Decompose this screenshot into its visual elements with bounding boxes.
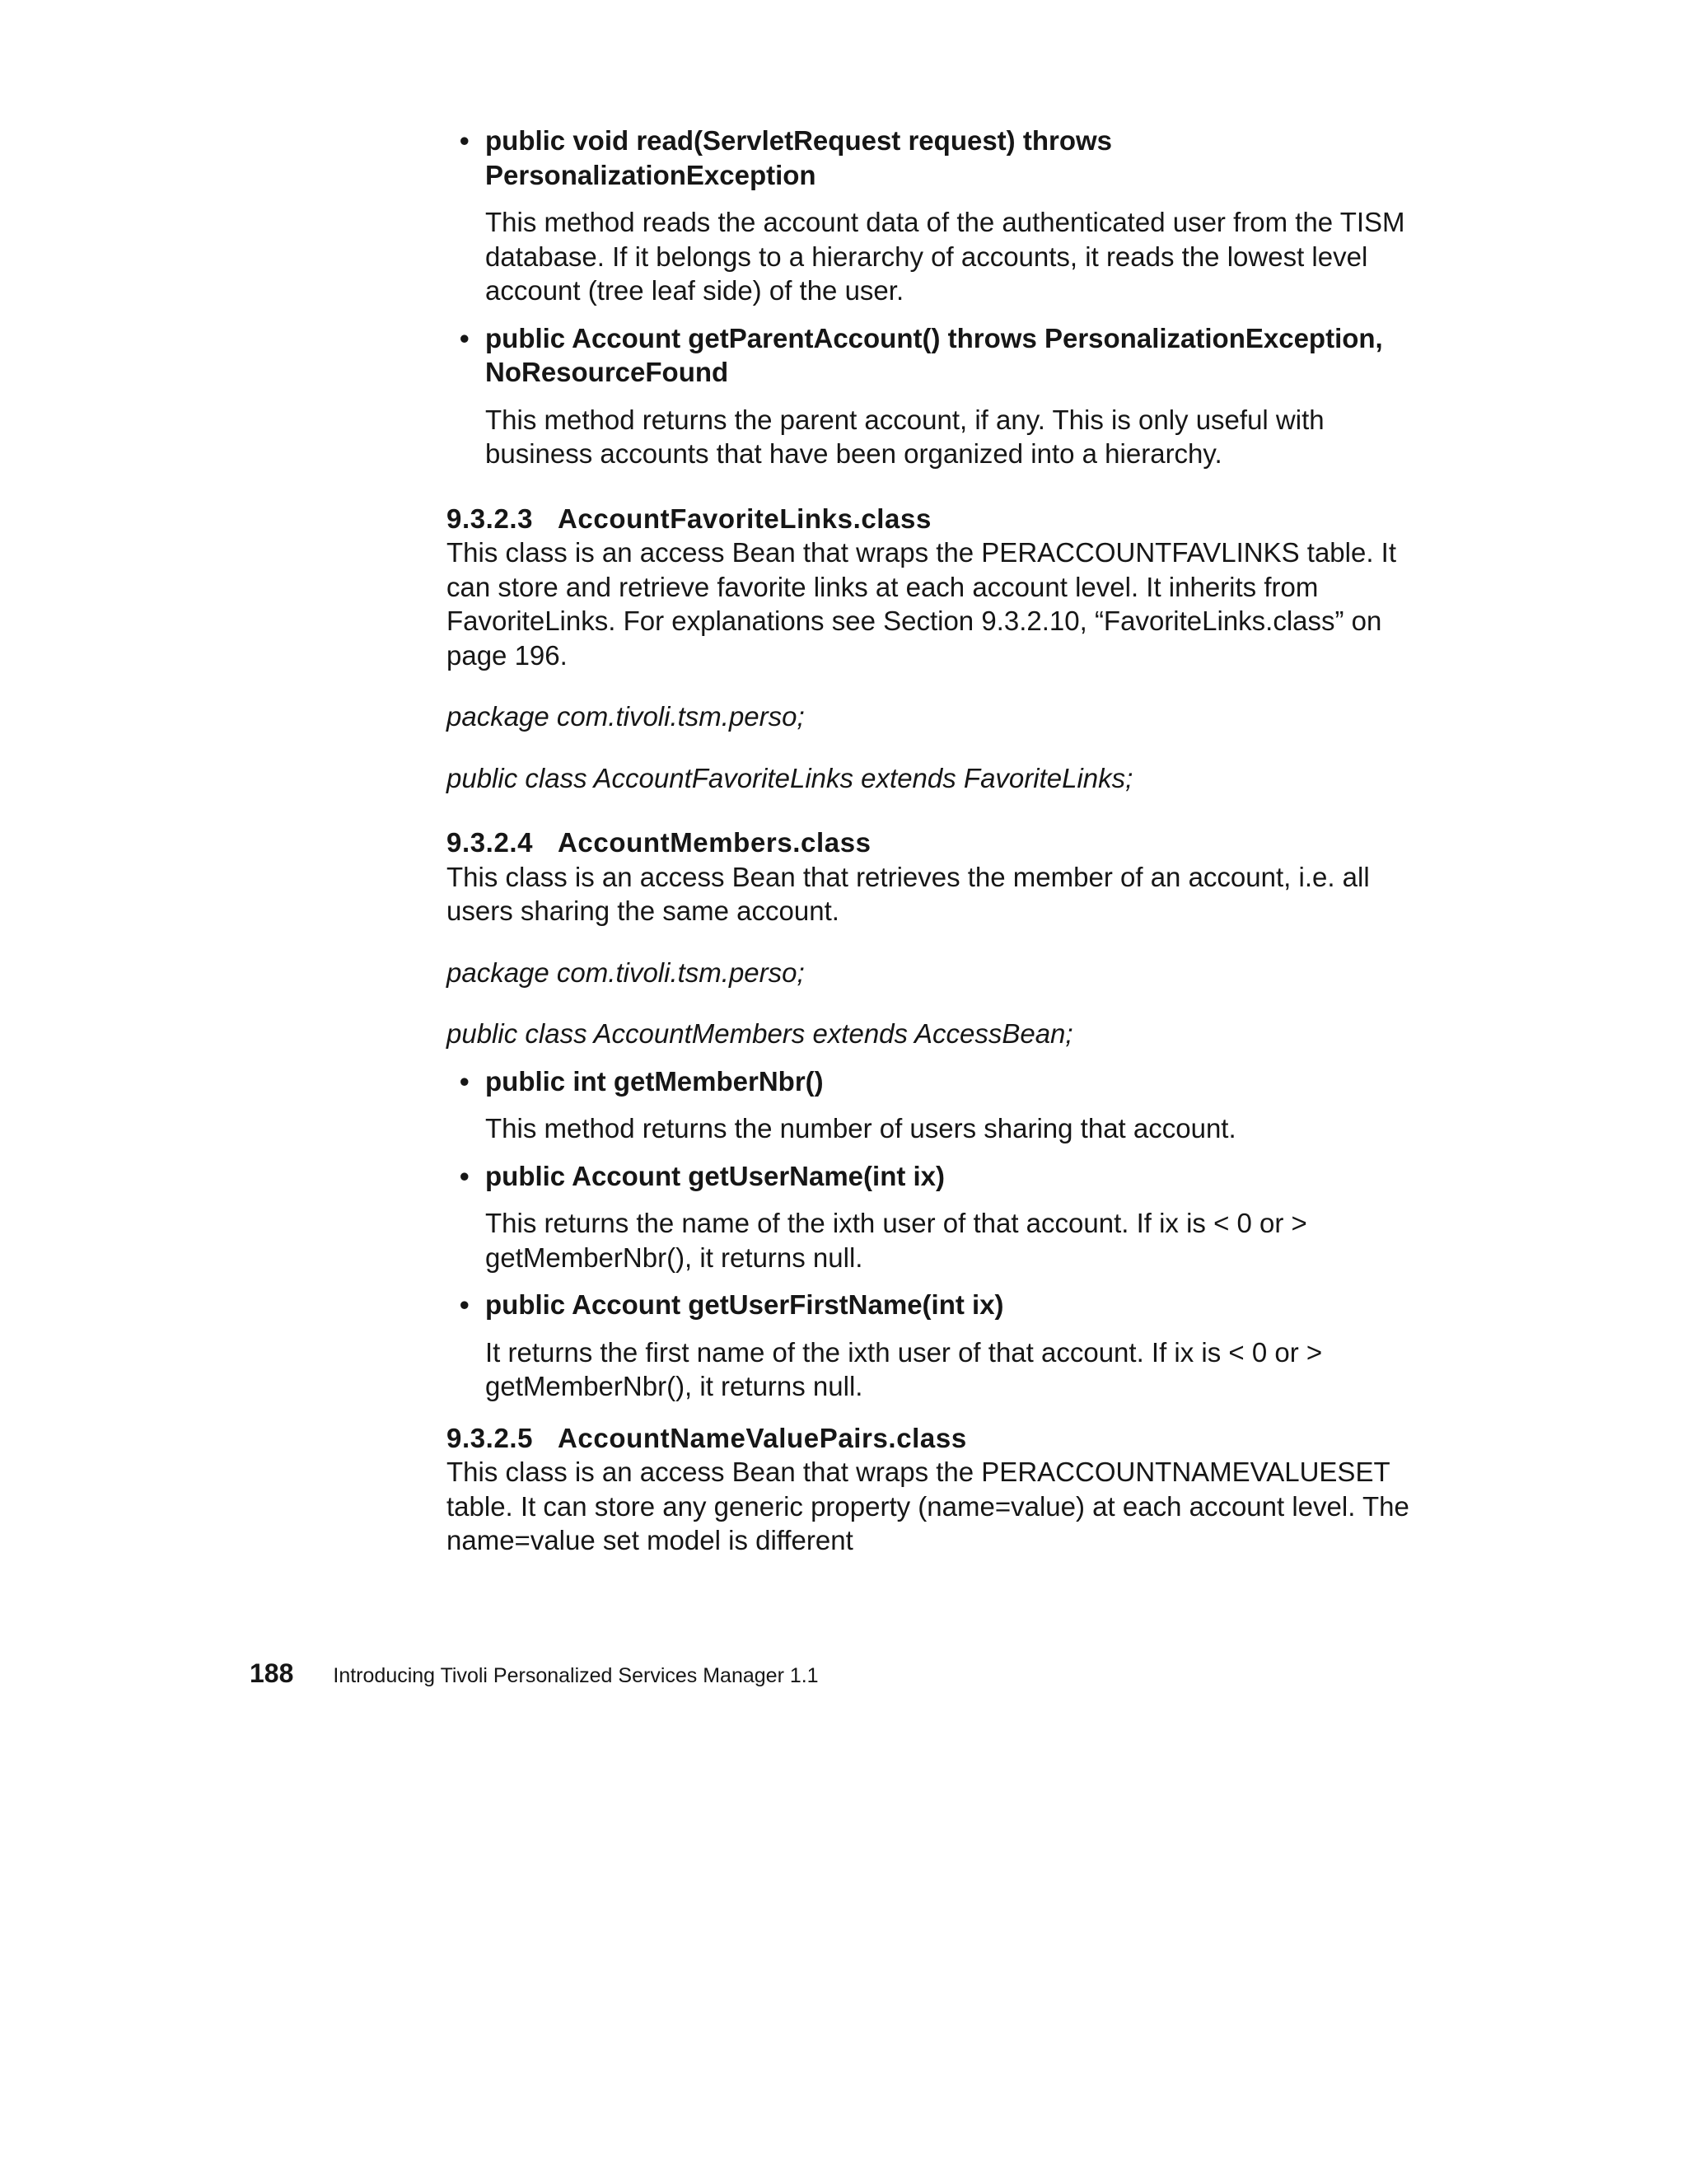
method-item-get-parent-account xyxy=(446,321,1414,471)
method-item-read xyxy=(446,124,1414,308)
section-title: AccountMembers.class xyxy=(558,827,872,858)
bullet: • xyxy=(460,322,470,353)
bullet: • xyxy=(460,1065,470,1097)
section-title: AccountNameValuePairs.class xyxy=(558,1422,967,1453)
section-heading xyxy=(446,1421,1414,1456)
section-title: AccountFavoriteLinks.class xyxy=(558,503,932,534)
page-footer xyxy=(250,1658,819,1688)
method-signature: public void read(ServletRequest request) throws PersonalizationException xyxy=(485,125,1112,190)
book-title: Introducing Tivoli Personalized Services Manager 1.1 xyxy=(333,1664,819,1687)
section-paragraph: This class is an access Bean that wraps the PERACCOUNTNAMEVALUESET table. It can store any generic property (name=value) at each account level. The name=value set model is different xyxy=(446,1457,1409,1555)
method-item-get-member-nbr xyxy=(446,1064,1414,1146)
method-description: This method returns the number of users sharing that account. xyxy=(485,1113,1236,1143)
package-declaration: package com.tivoli.tsm.perso; xyxy=(446,701,805,732)
section-heading xyxy=(446,825,1414,860)
method-description: This method reads the account data of the authenticated user from the TISM database. If it belongs to a hierarchy of accounts, it reads the lowest level account (tree leaf side) of the user. xyxy=(485,207,1405,306)
class-declaration: public class AccountMembers extends AccessBean; xyxy=(446,1018,1073,1049)
section-account-name-value-pairs xyxy=(446,1421,1414,1558)
class-declaration: public class AccountFavoriteLinks extends FavoriteLinks; xyxy=(446,762,1133,793)
section-paragraph: This class is an access Bean that retrieves the member of an account, i.e. all users sharing the same account. xyxy=(446,861,1370,926)
page-number: 188 xyxy=(250,1658,294,1688)
section-heading xyxy=(446,502,1414,536)
method-description: This method returns the parent account, if any. This is only useful with business accounts that have been organized into a hierarchy. xyxy=(485,404,1325,469)
method-description: This returns the name of the ixth user of that account. If ix is < 0 or > getMemberNbr(), it returns null. xyxy=(485,1208,1307,1273)
method-signature: public Account getUserFirstName(int ix) xyxy=(485,1289,1004,1320)
method-description: It returns the first name of the ixth user of that account. If ix is < 0 or > getMemberNbr(), it returns null. xyxy=(485,1336,1323,1401)
section-account-members xyxy=(446,825,1414,1404)
method-signature: public int getMemberNbr() xyxy=(485,1065,824,1097)
bullet: • xyxy=(460,1160,470,1191)
page-content xyxy=(446,124,1414,1558)
method-signature: public Account getUserName(int ix) xyxy=(485,1160,946,1191)
method-item-get-user-name xyxy=(446,1159,1414,1275)
method-signature: public Account getParentAccount() throws PersonalizationException, NoResourceFound xyxy=(485,322,1383,387)
section-number: 9.3.2.4 xyxy=(446,827,534,858)
section-paragraph: This class is an access Bean that wraps the PERACCOUNTFAVLINKS table. It can store and retrieve favorite links at each account level. It inherits from FavoriteLinks. For explanations see Section 9.3.2.10, “FavoriteLinks.class” on page 196. xyxy=(446,537,1397,671)
bullet: • xyxy=(460,125,470,156)
section-number: 9.3.2.3 xyxy=(446,503,534,534)
section-number: 9.3.2.5 xyxy=(446,1422,534,1453)
bullet: • xyxy=(460,1289,470,1320)
package-declaration: package com.tivoli.tsm.perso; xyxy=(446,956,805,988)
section-account-favorite-links xyxy=(446,502,1414,796)
method-item-get-user-first-name xyxy=(446,1288,1414,1404)
